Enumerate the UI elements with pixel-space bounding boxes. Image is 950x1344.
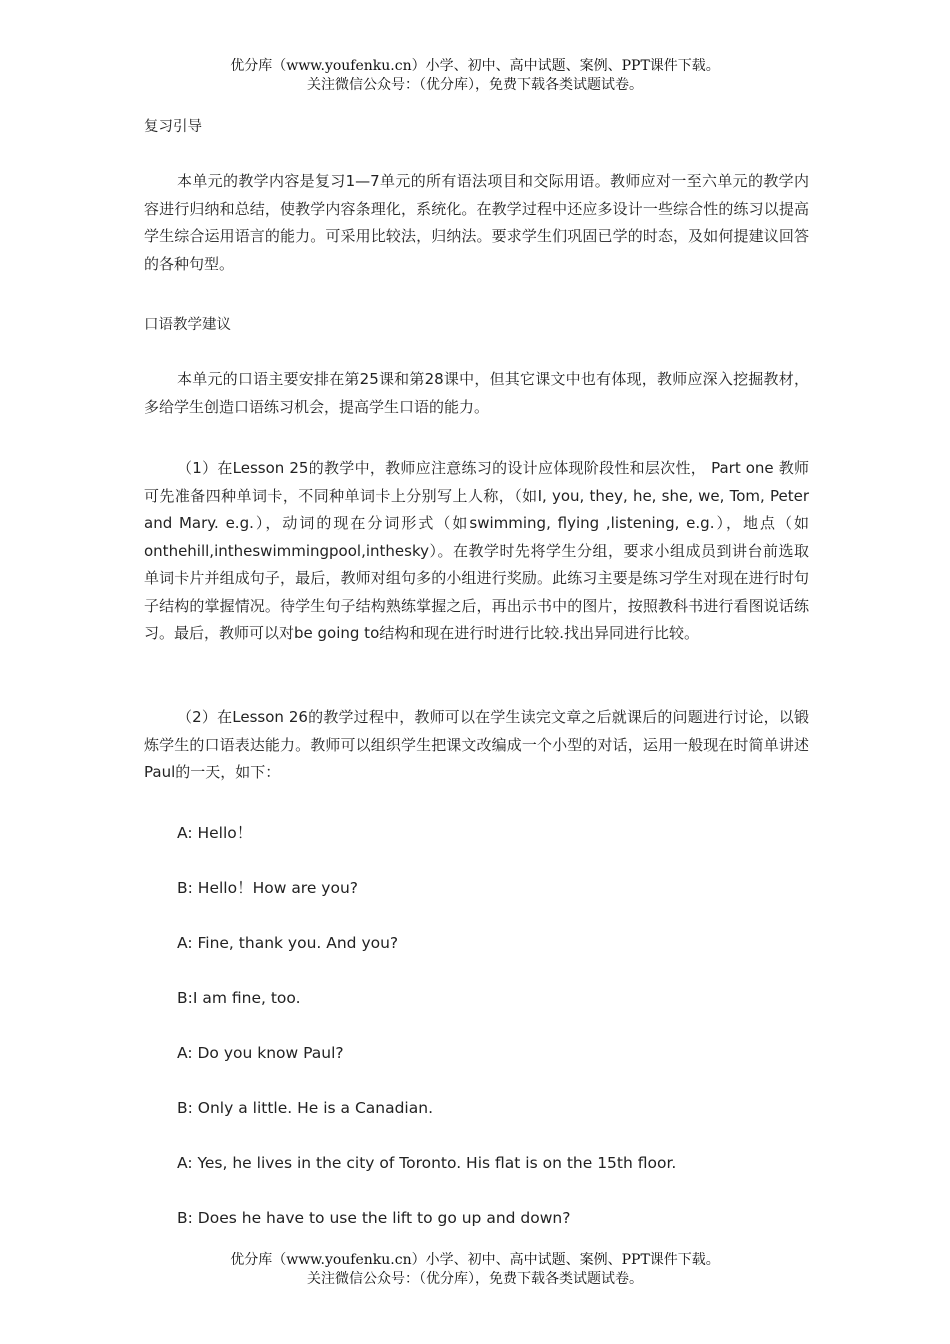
section-title-oral: 口语教学建议 [144,317,231,333]
header-line-2: 关注微信公众号：（优分库），免费下载各类试题试卷。 [307,77,643,93]
paragraph-item-1: （1）在Lesson 25的教学中，教师应注意练习的设计应体现阶段性和层次性， Part one 教师可先准备四种单词卡，不同种单词卡上分别写上人称，（如I, you, they, he, she, we, Tom, Peter and Mary. e.g.），动词的现在分词形式（如swimming, flying ,listening, e.g.），地点（如onthehill,intheswimmingpool,inthesky）。在教学时先将学生分组，要求小组成员到讲台前选取单词卡片并组成句子，最后，教师对组句多的小组进行奖励。此练习主要是练习学生对现在进行时句子结构的掌握情况。待学生句子结构熟练掌握之后，再出示书中的图片，按照教科书进行看图说话练习。最后，教师可以对be going to结构和现在进行时进行比较.找出异同进行比较。 [144,459,809,642]
dialogue-line: A: Hello！ [177,824,253,842]
dialogue-line: B:I am fine, too. [177,989,301,1007]
footer-line-1: 优分库（www.youfenku.cn）小学、初中、高中试题、案例、PPT课件下载。 [230,1252,720,1268]
header-line-1: 优分库（www.youfenku.cn）小学、初中、高中试题、案例、PPT课件下载。 [230,58,720,74]
page-header [0,57,950,95]
dialogue-line: A: Yes, he lives in the city of Toronto. His flat is on the 15th floor. [177,1154,677,1172]
paragraph-review: 本单元的教学内容是复习1—7单元的所有语法项目和交际用语。教师应对一至六单元的教学内容进行归纳和总结，使教学内容条理化，系统化。在教学过程中还应多设计一些综合性的练习以提高学生综合运用语言的能力。可采用比较法，归纳法。要求学生们巩固已学的时态，及如何提建议回答的各种句型。 [144,172,809,273]
paragraph-oral-intro: 本单元的口语主要安排在第25课和第28课中，但其它课文中也有体现，教师应深入挖掘教材，多给学生创造口语练习机会，提高学生口语的能力。 [144,370,809,416]
dialogue-line: B: Hello！How are you? [177,879,359,897]
dialogue-line: A: Fine, thank you. And you? [177,934,399,952]
dialogue-line: B: Does he have to use the lift to go up and down? [177,1209,571,1227]
paragraph-item-2: （2）在Lesson 26的教学过程中，教师可以在学生读完文章之后就课后的问题进行讨论，以锻炼学生的口语表达能力。教师可以组织学生把课文改编成一个小型的对话，运用一般现在时简单讲述Paul的一天，如下： [144,708,809,781]
dialogue-line: A: Do you know Paul? [177,1044,344,1062]
page-footer [0,1251,950,1289]
section-title-review: 复习引导 [144,119,202,135]
footer-line-2: 关注微信公众号：（优分库），免费下载各类试题试卷。 [307,1271,643,1287]
dialogue-line: B: Only a little. He is a Canadian. [177,1099,433,1117]
